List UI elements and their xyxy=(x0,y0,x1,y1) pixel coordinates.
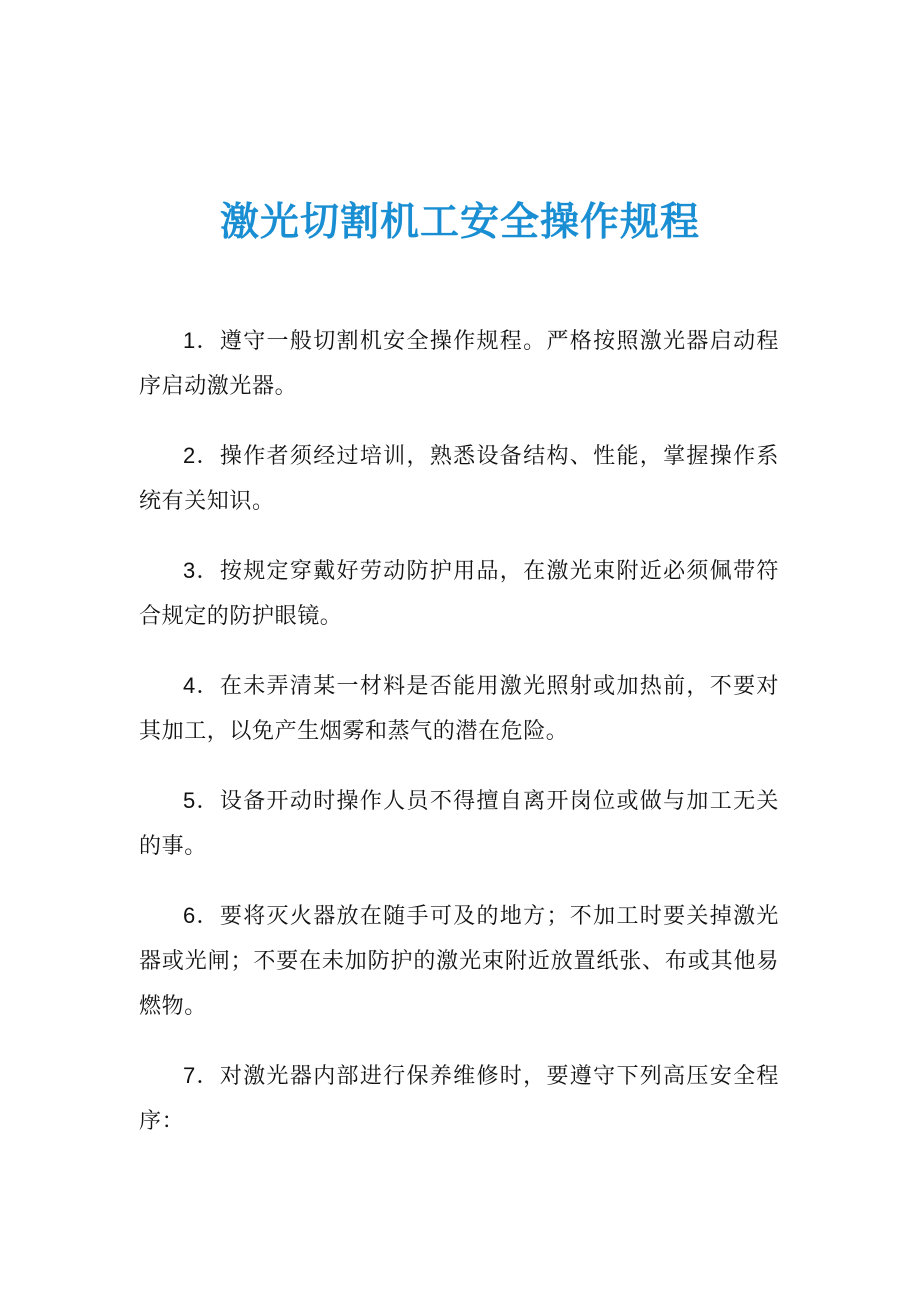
rule-item-1 xyxy=(139,318,779,409)
rule-number: 4． xyxy=(183,673,220,698)
document-body xyxy=(139,318,779,1168)
rule-number: 6． xyxy=(183,903,220,928)
rule-number: 1． xyxy=(183,328,220,353)
rule-text: 设备开动时操作人员不得擅自离开岗位或做与加工无关的事。 xyxy=(139,789,779,859)
rule-number: 5． xyxy=(183,788,220,813)
rule-item-6 xyxy=(139,893,779,1029)
rule-number: 7． xyxy=(183,1063,220,1088)
rule-number: 2． xyxy=(183,443,220,468)
rule-item-7 xyxy=(139,1053,779,1144)
rule-item-4 xyxy=(139,663,779,754)
rule-item-5 xyxy=(139,778,779,869)
rule-text: 在未弄清某一材料是否能用激光照射或加热前，不要对其加工，以免产生烟雾和蒸气的潜在危险。 xyxy=(139,674,779,744)
rule-number: 3． xyxy=(183,558,220,583)
rule-text: 要将灭火器放在随手可及的地方；不加工时要关掉激光器或光闸；不要在未加防护的激光束附近放置纸张、布或其他易燃物。 xyxy=(139,904,779,1019)
rule-text: 操作者须经过培训，熟悉设备结构、性能，掌握操作系统有关知识。 xyxy=(139,444,779,514)
rule-item-3 xyxy=(139,548,779,639)
rule-text: 对激光器内部进行保养维修时，要遵守下列高压安全程序： xyxy=(139,1064,779,1134)
rule-text: 按规定穿戴好劳动防护用品，在激光束附近必须佩带符合规定的防护眼镜。 xyxy=(139,559,779,629)
document-title: 激光切割机工安全操作规程 xyxy=(219,200,700,245)
rule-item-2 xyxy=(139,433,779,524)
rule-text: 遵守一般切割机安全操作规程。严格按照激光器启动程序启动激光器。 xyxy=(139,329,779,399)
